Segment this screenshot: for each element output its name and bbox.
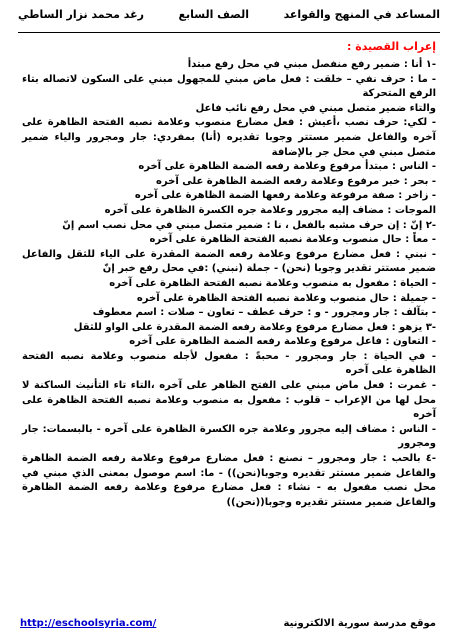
page-header	[18, 8, 440, 22]
analysis-body	[22, 58, 436, 510]
analysis-line: - جميلة : حال منصوب وعلامة نصبه الفتحة الظاهرة على آخره	[136, 292, 436, 304]
header-divider	[18, 32, 440, 33]
analysis-line: - زاخر : صفة مرفوعة وعلامة رفعها الضمة الظاهرة على آخره	[134, 190, 436, 202]
analysis-line: - بحر : خبر مرفوع وعلامة رفعه الضمة الظاهرة على آخره	[156, 175, 436, 187]
analysis-line: -١ أنا : ضمير رفع منفصل مبني في محل رفع مبتدأ	[187, 59, 436, 70]
analysis-line: الموجات : مضاف إليه مجرور وعلامة جره الكسرة الظاهرة على آخره	[104, 204, 436, 216]
analysis-line: -٣ يزهو : فعل مضارع مرفوع وعلامة رفعه الضمة المقدرة على الواو للثقل	[73, 321, 436, 333]
header-author: رغد محمد نزار الساطي	[18, 8, 144, 21]
analysis-line: - الناس : مضاف إليه مجرور وعلامة جره الكسرة الظاهرة على آخره - بالبسمات: جار ومجرور	[22, 423, 436, 450]
footer-site-name: موقع مدرسة سورية الالكترونية	[283, 618, 436, 629]
analysis-line: - ما : حرف نفي – خلقت : فعل ماض مبني للمجهول مبني على السكون لاتصاله بتاء الرفع المتحركة	[22, 73, 436, 100]
section-title: إعراب القصيدة :	[346, 40, 436, 53]
analysis-line: - الحياة : مفعول به منصوب وعلامة نصبه الفتحة الظاهرة على آخره	[109, 277, 436, 289]
header-title: المساعد في المنهج والقواعد	[283, 8, 440, 21]
header-grade: الصف السابع	[178, 8, 250, 21]
footer-url-link[interactable]: http://eschoolsyria.com/	[20, 618, 157, 629]
analysis-line: - الناس : مبتدأ مرفوع وعلامة رفعه الضمة الظاهرة على آخره	[138, 161, 436, 173]
analysis-line: - لكي: حرف نصب ،أعيش : فعل مضارع منصوب وعلامة نصبه الفتحة الظاهرة على آخره والفاعل ضمير مستتر وجوبا تقديره (أنا) بمفردي: جار ومجرور والياء ضمير متصل مبني في محل جر بالإضافة	[22, 117, 436, 158]
analysis-line: - بتآلف : جار ومجرور - و : حرف عطف – تعاون – صلات : اسم معطوف	[92, 307, 436, 319]
analysis-line: - نبني : فعل مضارع مرفوع وعلامة رفعه الضمة المقدرة على الياء للثقل والفاعل ضمير مستتر تقدير وجوبا (نحن) - جملة (نبني) :في محل رفع خبر إنّ	[22, 248, 436, 275]
analysis-line: -٢ إنّ : إن حرف مشبه بالفعل ، نا : ضمير متصل مبني في محل نصب اسم إنّ	[62, 219, 436, 231]
analysis-line: -٤ بالحب : جار ومجرور – نصنع : فعل مضارع مرفوع وعلامة رفعه الضمة الظاهرة والفاعل ضمير مستتر تقديره وجوبا(نحن)) - ما: اسم موصول بمعنى الذي مبني في محل نصب مفعول به - نشاء : فعل مضارع مرفوع وعلامة رفعه الضمة الظاهرة والفاعل ضمير مستتر تقديره وجوبا((نحن))	[22, 453, 436, 508]
analysis-line: والتاء ضمير متصل مبني في محل رفع نائب فاعل	[195, 102, 436, 114]
analysis-line: - غمرت : فعل ماض مبني على الفتح الظاهر على آخره ،التاء تاء التأنيث الساكنة لا محل لها من الإعراب – قلوب : مفعول به منصوب وعلامة نصبه الفتحة الظاهرة على آخره	[22, 380, 436, 421]
page-footer	[20, 618, 436, 630]
analysis-line: - التعاون : فاعل مرفوع وعلامة رفعه الضمة الظاهرة على آخره	[129, 336, 436, 348]
analysis-line: - في الحياة : جار ومجرور - محبةً : مفعول لأجله منصوب وعلامة نصبه الفتحة الظاهرة على آخره	[22, 350, 436, 377]
analysis-line: - معاً : حال منصوب وعلامة نصبه الفتحة الظاهرة على آخره	[149, 234, 436, 246]
